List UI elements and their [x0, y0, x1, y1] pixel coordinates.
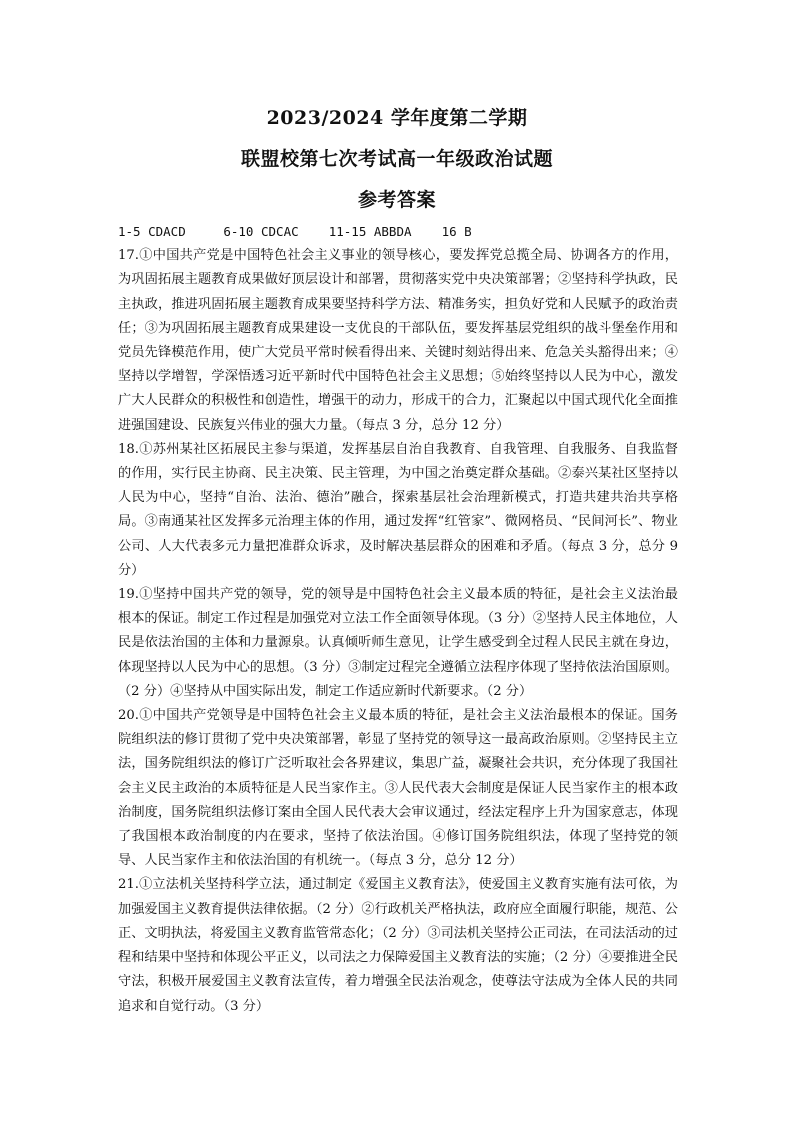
answer-19: 19.①坚持中国共产党的领导，党的领导是中国特色社会主义最本质的特征，是社会主义法治最根本的保证。制定工作过程是加强党对立法工作全面领导体现。（3 分）②坚持人民主体地位，人民是依法治国的主体和力量源泉。认真倾听师生意见，让学生感受到全过程人民民主就在身边，体现坚持以人民为中心的思想。（3 分）③制定过程完全遵循立法程序体现了坚持依法治国原则。（2 分）④坚持从中国实际出发，制定工作适应新时代新要求。（2 分）	[118, 587, 678, 699]
choice-answers: 1-5 CDACD 6-10 CDCAC 11-15 ABBDA 16 B	[118, 224, 472, 239]
document-term-title: 2023/2024 学年度第二学期	[266, 107, 528, 129]
answer-17: 17.①中国共产党是中国特色社会主义事业的领导核心，要发挥党总揽全局、协调各方的作用，为巩固拓展主题教育成果做好顶层设计和部署，贯彻落实党中央决策部署；②坚持科学执政，民主执政，推进巩固拓展主题教育成果要坚持科学方法、精准务实，担负好党和人民赋予的政治责任；③为巩固拓展主题教育成果建设一支优良的干部队伍，要发挥基层党组织的战斗堡垒作用和党员先锋模范作用，使广大党员平常时候看得出来、关键时刻站得出来、危急关头豁得出来；④坚持以学增智，学深悟透习近平新时代中国特色社会主义思想；⑤始终坚持以人民为中心，激发广大人民群众的积极性和创造性，增强干的动力，形成干的合力，汇聚起以中国式现代化全面推进强国建设、民族复兴伟业的强大力量。（每点 3 分，总分 12 分）	[118, 248, 678, 433]
answer-21: 21.①立法机关坚持科学立法，通过制定《爱国主义教育法》，使爱国主义教育实施有法可依，为加强爱国主义教育提供法律依据。（2 分）②行政机关严格执法，政府应全面履行职能，规范、公正、文明执法，将爱国主义教育监管常态化；（2 分）③司法机关坚持公正司法，在司法活动的过程和结果中坚持和体现公平正义，以司法之力保障爱国主义教育法的实施；（2 分）④要推进全民守法，积极开展爱国主义教育法宣传，着力增强全民法治观念，使尊法守法成为全体人民的共同追求和自觉行动。（3 分）	[118, 877, 678, 1014]
document-exam-title: 联盟校第七次考试高一年级政治试题	[240, 148, 553, 170]
answer-20: 20.①中国共产党领导是中国特色社会主义最本质的特征，是社会主义法治最根本的保证。国务院组织法的修订贯彻了党中央决策部署，彰显了坚持党的领导这一最高政治原则。②坚持民主立法，国务院组织法的修订广泛听取社会各界建议，集思广益，凝聚社会共识，充分体现了我国社会主义民主政治的本质特征是人民当家作主。③人民代表大会制度是保证人民当家作主的根本政治制度，国务院组织法修订案由全国人民代表大会审议通过，经法定程序上升为国家意志，体现了我国根本政治制度的内在要求，坚持了依法治国。④修订国务院组织法，体现了坚持党的领导、人民当家作主和依法治国的有机统一。（每点 3 分，总分 12 分）	[118, 708, 678, 869]
answer-18: 18.①苏州某社区拓展民主参与渠道，发挥基层自治自我教育、自我管理、自我服务、自我监督的作用，实行民主协商、民主决策、民主管理，为中国之治奠定群众基础。②泰兴某社区坚持以人民为中心，坚持“自治、法治、德治”融合，探索基层社会治理新模式，打造共建共治共享格局。③南通某社区发挥多元治理主体的作用，通过发挥“红管家”、微网格员、“民间河长”、物业公司、人大代表多元力量把准群众诉求，及时解决基层群众的困难和矛盾。（每点 3 分，总分 9 分）	[118, 441, 678, 578]
document-answer-heading: 参考答案	[357, 189, 436, 211]
answer-content	[118, 220, 678, 1019]
